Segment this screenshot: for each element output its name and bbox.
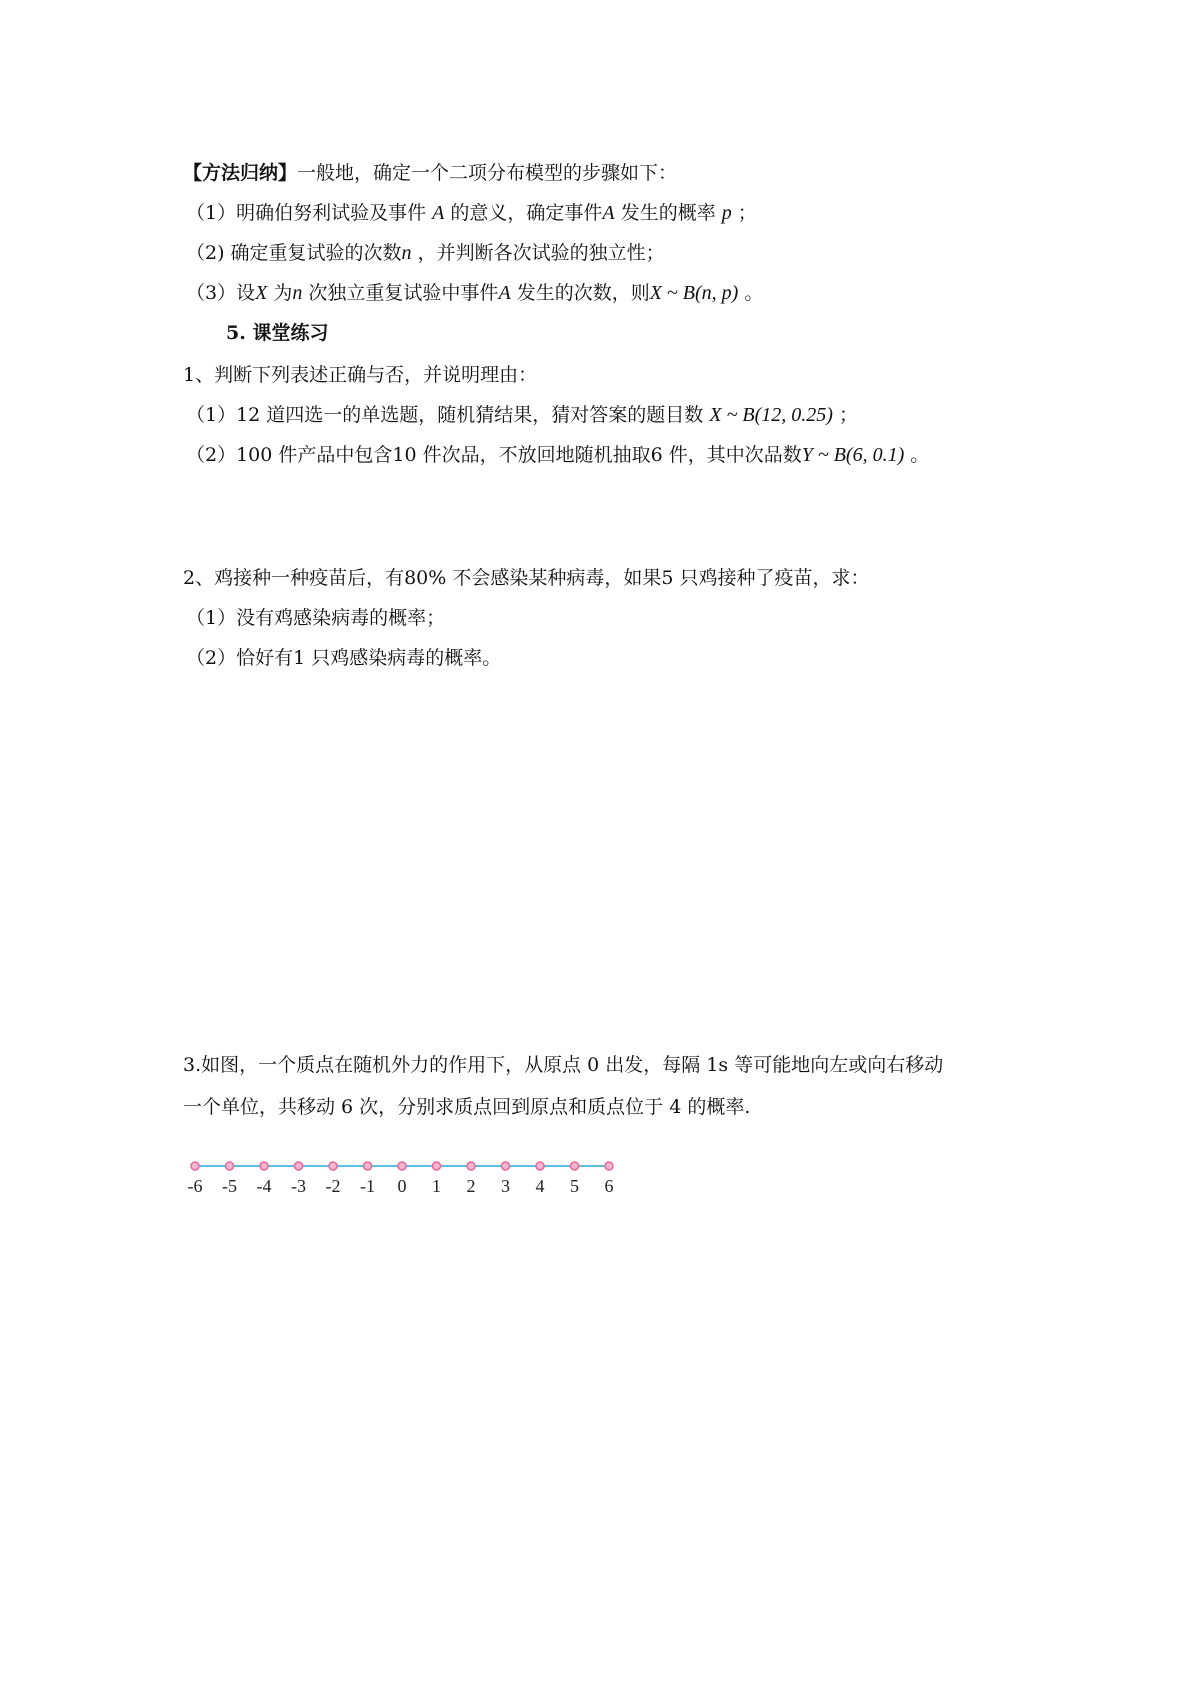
method-step-2: （2) 确定重复试验的次数n ，并判断各次试验的独立性； xyxy=(186,242,665,264)
exercise-2-item-2: （2）恰好有1 只鸡感染病毒的概率。 xyxy=(186,647,502,669)
number-line-tick-label: 2 xyxy=(466,1176,476,1196)
number-line-tick-label: -3 xyxy=(291,1176,306,1196)
exercise-2-prompt: 2、鸡接种一种疫苗后，有80% 不会感染某种病毒，如果5 只鸡接种了疫苗，求： xyxy=(183,567,870,589)
number-line-dot xyxy=(536,1162,544,1170)
number-line-dot xyxy=(433,1162,441,1170)
exercise-3-line-1: 3.如图，一个质点在随机外力的作用下，从原点 0 出发，每隔 1s 等可能地向左或向右移动 xyxy=(183,1054,944,1076)
number-line-tick-label: -6 xyxy=(187,1176,203,1196)
exercise-2-item-1: （1）没有鸡感染病毒的概率； xyxy=(186,607,446,629)
number-line-tick-label: 5 xyxy=(570,1176,579,1196)
number-line-tick-label: 0 xyxy=(397,1176,407,1196)
exercise-1-item-1: （1）12 道四选一的单选题，随机猜结果，猜对答案的题目数 X ~ B(12, 0.25) ； xyxy=(186,404,858,426)
exercise-3-line-2: 一个单位，共移动 6 次，分别求质点回到原点和质点位于 4 的概率. xyxy=(183,1096,751,1118)
number-line-tick-label: 3 xyxy=(501,1176,510,1196)
number-line-dot xyxy=(364,1162,372,1170)
method-step-3: （3）设X 为n 次独立重复试验中事件A 发生的次数，则X ~ B(n, p) 。 xyxy=(186,282,764,304)
number-line-dot xyxy=(605,1162,613,1170)
number-line-dot xyxy=(398,1162,406,1170)
number-line-figure xyxy=(185,1154,625,1200)
number-line-tick-label: -2 xyxy=(325,1176,341,1196)
number-line-dot xyxy=(329,1162,337,1170)
exercise-1-prompt: 1、判断下列表述正确与否，并说明理由： xyxy=(183,364,538,386)
method-label: 【方法归纳】 xyxy=(183,162,298,184)
method-step-1: （1）明确伯努利试验及事件 A 的意义，确定事件A 发生的概率 p ； xyxy=(186,202,757,224)
number-line-tick-label: 6 xyxy=(604,1176,614,1196)
number-line-dot xyxy=(467,1162,475,1170)
number-line-tick-label: -1 xyxy=(360,1176,375,1196)
section-title: 5. 课堂练习 xyxy=(226,322,329,344)
number-line-tick-label: -5 xyxy=(222,1176,237,1196)
number-line-dot xyxy=(226,1162,234,1170)
exercise-1-item-2: （2）100 件产品中包含10 件次品，不放回地随机抽取6 件，其中次品数Y ~ B(6, 0.1) 。 xyxy=(186,444,930,466)
number-line-dot xyxy=(502,1162,510,1170)
number-line-dot xyxy=(571,1162,579,1170)
number-line-dot xyxy=(295,1162,303,1170)
number-line-dot xyxy=(260,1162,268,1170)
binomial-expression: X ~ B(n, p) xyxy=(649,282,739,304)
number-line-dot xyxy=(191,1162,199,1170)
number-line-tick-label: -4 xyxy=(256,1176,272,1196)
number-line-tick-label: 4 xyxy=(535,1176,545,1196)
method-intro: 一般地，确定一个二项分布模型的步骤如下： xyxy=(297,162,678,184)
number-line-tick-label: 1 xyxy=(432,1176,441,1196)
method-heading xyxy=(183,160,677,186)
